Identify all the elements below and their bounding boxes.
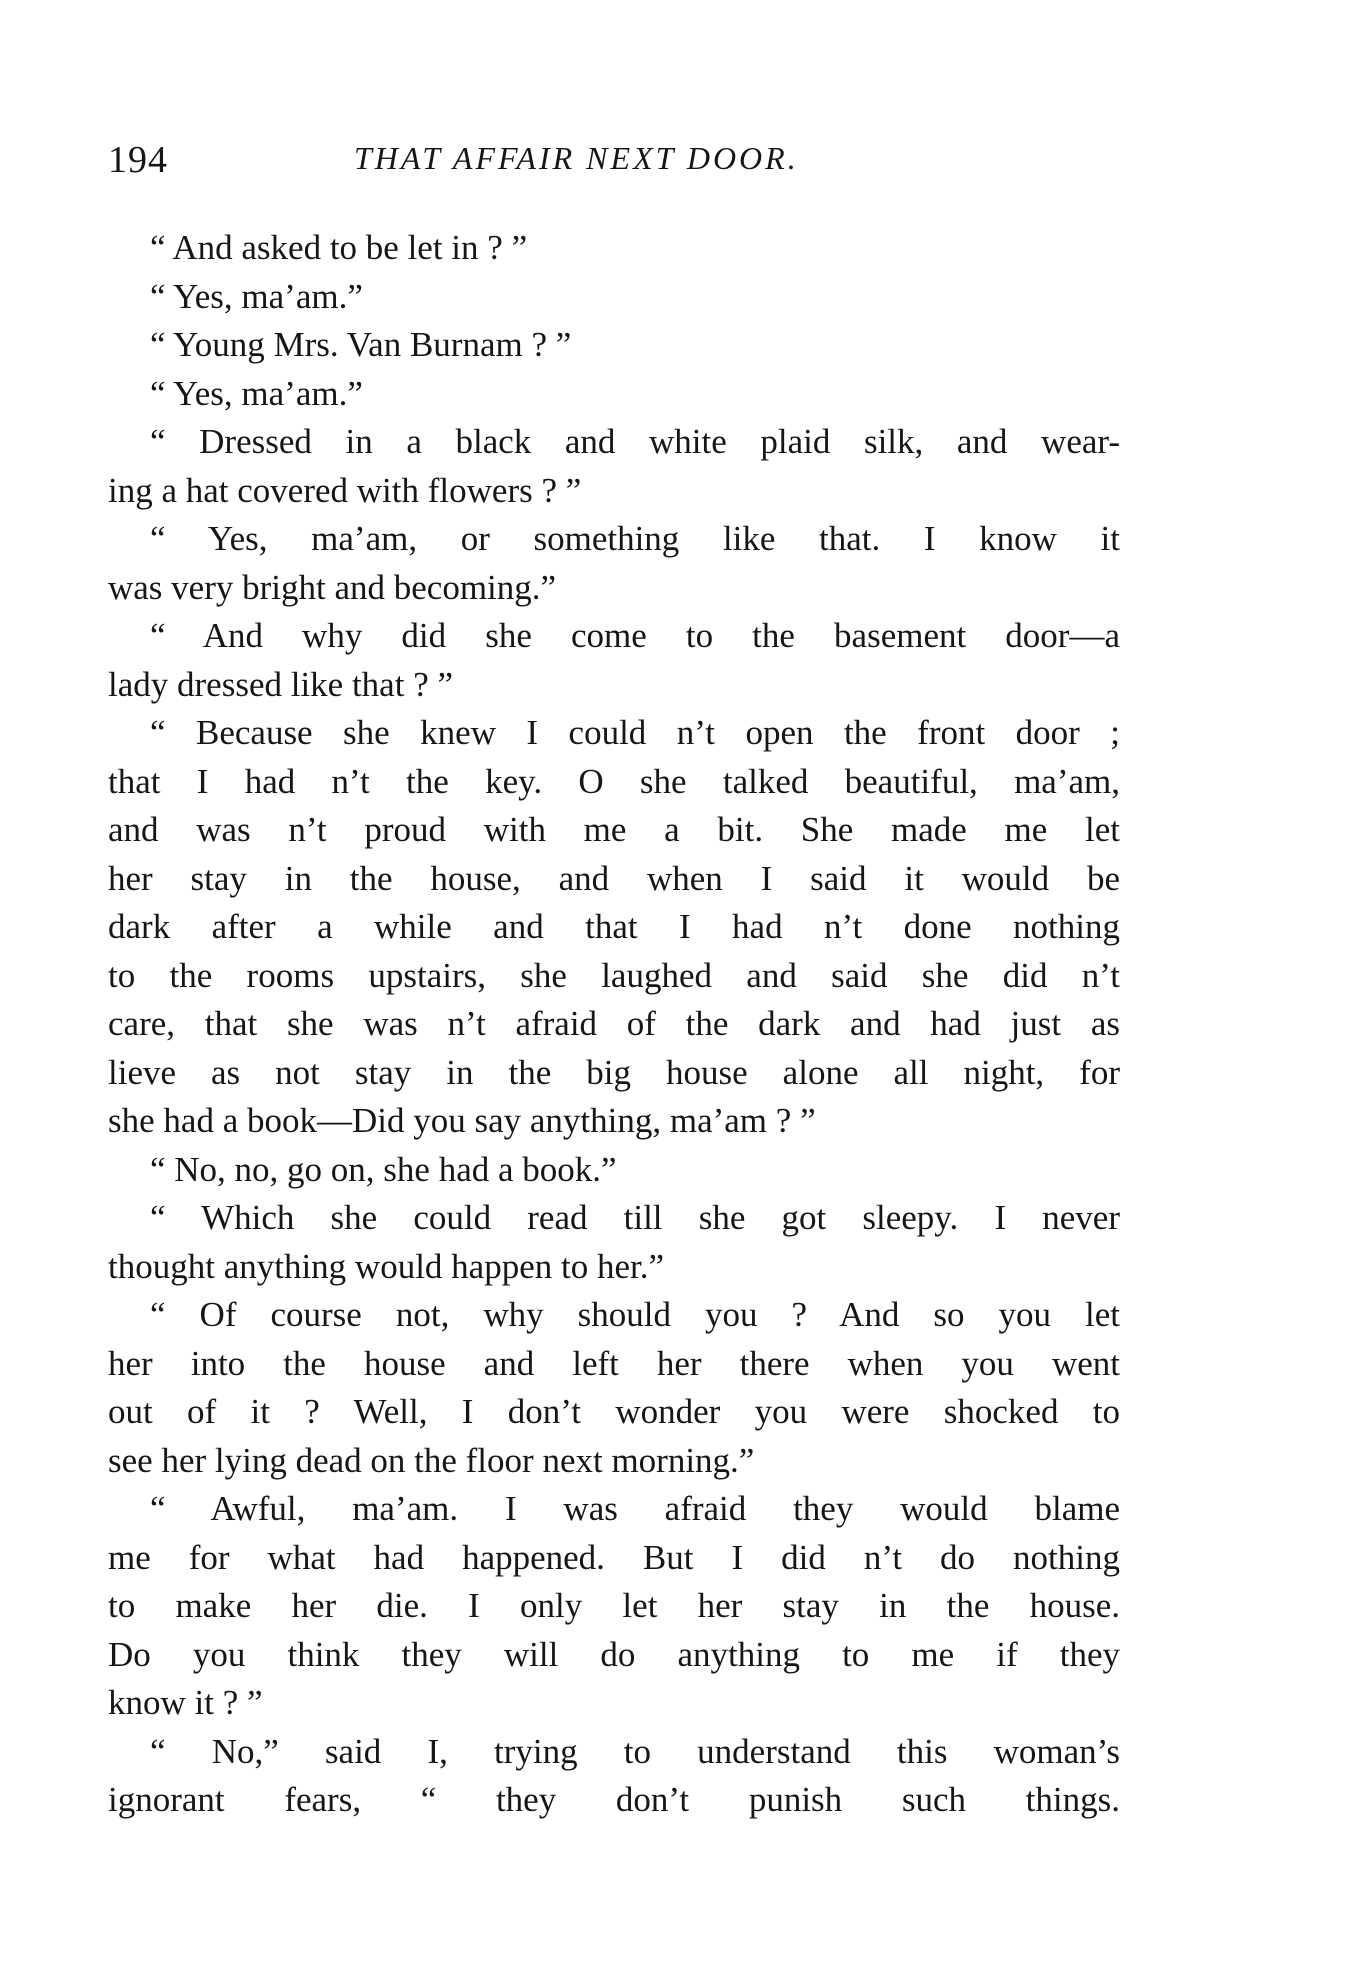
text-line: and was n’t proud with me a bit. She made me let: [108, 810, 1120, 849]
page-header: [108, 138, 1128, 188]
text-line: out of it ? Well, I don’t wonder you were shocked to: [108, 1392, 1120, 1431]
text-line: know it ? ”: [108, 1683, 263, 1722]
running-title: THAT AFFAIR NEXT DOOR.: [354, 140, 799, 176]
text-line: her into the house and left her there when you went: [108, 1343, 1120, 1383]
text-line: she had a book—Did you say anything, ma’am ? ”: [108, 1101, 816, 1140]
text-line: “ No, no, go on, she had a book.”: [150, 1149, 617, 1189]
body-text: [108, 224, 1120, 1825]
text-line: thought anything would happen to her.”: [108, 1246, 665, 1286]
text-line: to make her die. I only let her stay in the house.: [108, 1586, 1120, 1625]
text-line: care, that she was n’t afraid of the dark and had just as: [108, 1004, 1120, 1043]
text-line: me for what had happened. But I did n’t do nothing: [108, 1537, 1120, 1577]
text-line: her stay in the house, and when I said it would be: [108, 858, 1120, 898]
text-line: lieve as not stay in the big house alone all night, for: [108, 1052, 1120, 1092]
text-line: “ Yes, ma’am.”: [150, 276, 363, 316]
text-line: that I had n’t the key. O she talked beautiful, ma’am,: [108, 761, 1120, 801]
text-line: to the rooms upstairs, she laughed and said she did n’t: [108, 955, 1120, 995]
text-line: dark after a while and that I had n’t done nothing: [108, 907, 1120, 946]
text-line: ignorant fears, “ they don’t punish such things.: [108, 1780, 1120, 1819]
text-line: “ Young Mrs. Van Burnam ? ”: [150, 325, 572, 364]
text-line: “ No,” said I, trying to understand this woman’s: [150, 1731, 1120, 1771]
text-line: “ Which she could read till she got sleepy. I never: [150, 1198, 1120, 1237]
text-line: “ And why did she come to the basement door—a: [150, 616, 1120, 655]
page-number: 194: [108, 139, 168, 181]
text-line: “ Yes, ma’am, or something like that. I know it: [150, 519, 1120, 558]
text-line: lady dressed like that ? ”: [108, 664, 454, 704]
text-line: “ Because she knew I could n’t open the front door ;: [150, 713, 1120, 752]
text-line: see her lying dead on the floor next morning.”: [108, 1440, 755, 1480]
text-line: “ Of course not, why should you ? And so you let: [150, 1295, 1120, 1334]
text-line: ing a hat covered with flowers ? ”: [108, 470, 582, 510]
text-line: “ Yes, ma’am.”: [150, 373, 363, 413]
text-line: “ Awful, ma’am. I was afraid they would blame: [150, 1489, 1120, 1528]
text-line: Do you think they will do anything to me if they: [108, 1634, 1120, 1674]
text-line: “ Dressed in a black and white plaid silk, and wear-: [150, 422, 1120, 461]
text-line: “ And asked to be let in ? ”: [150, 228, 528, 267]
text-line: was very bright and becoming.”: [108, 567, 557, 607]
